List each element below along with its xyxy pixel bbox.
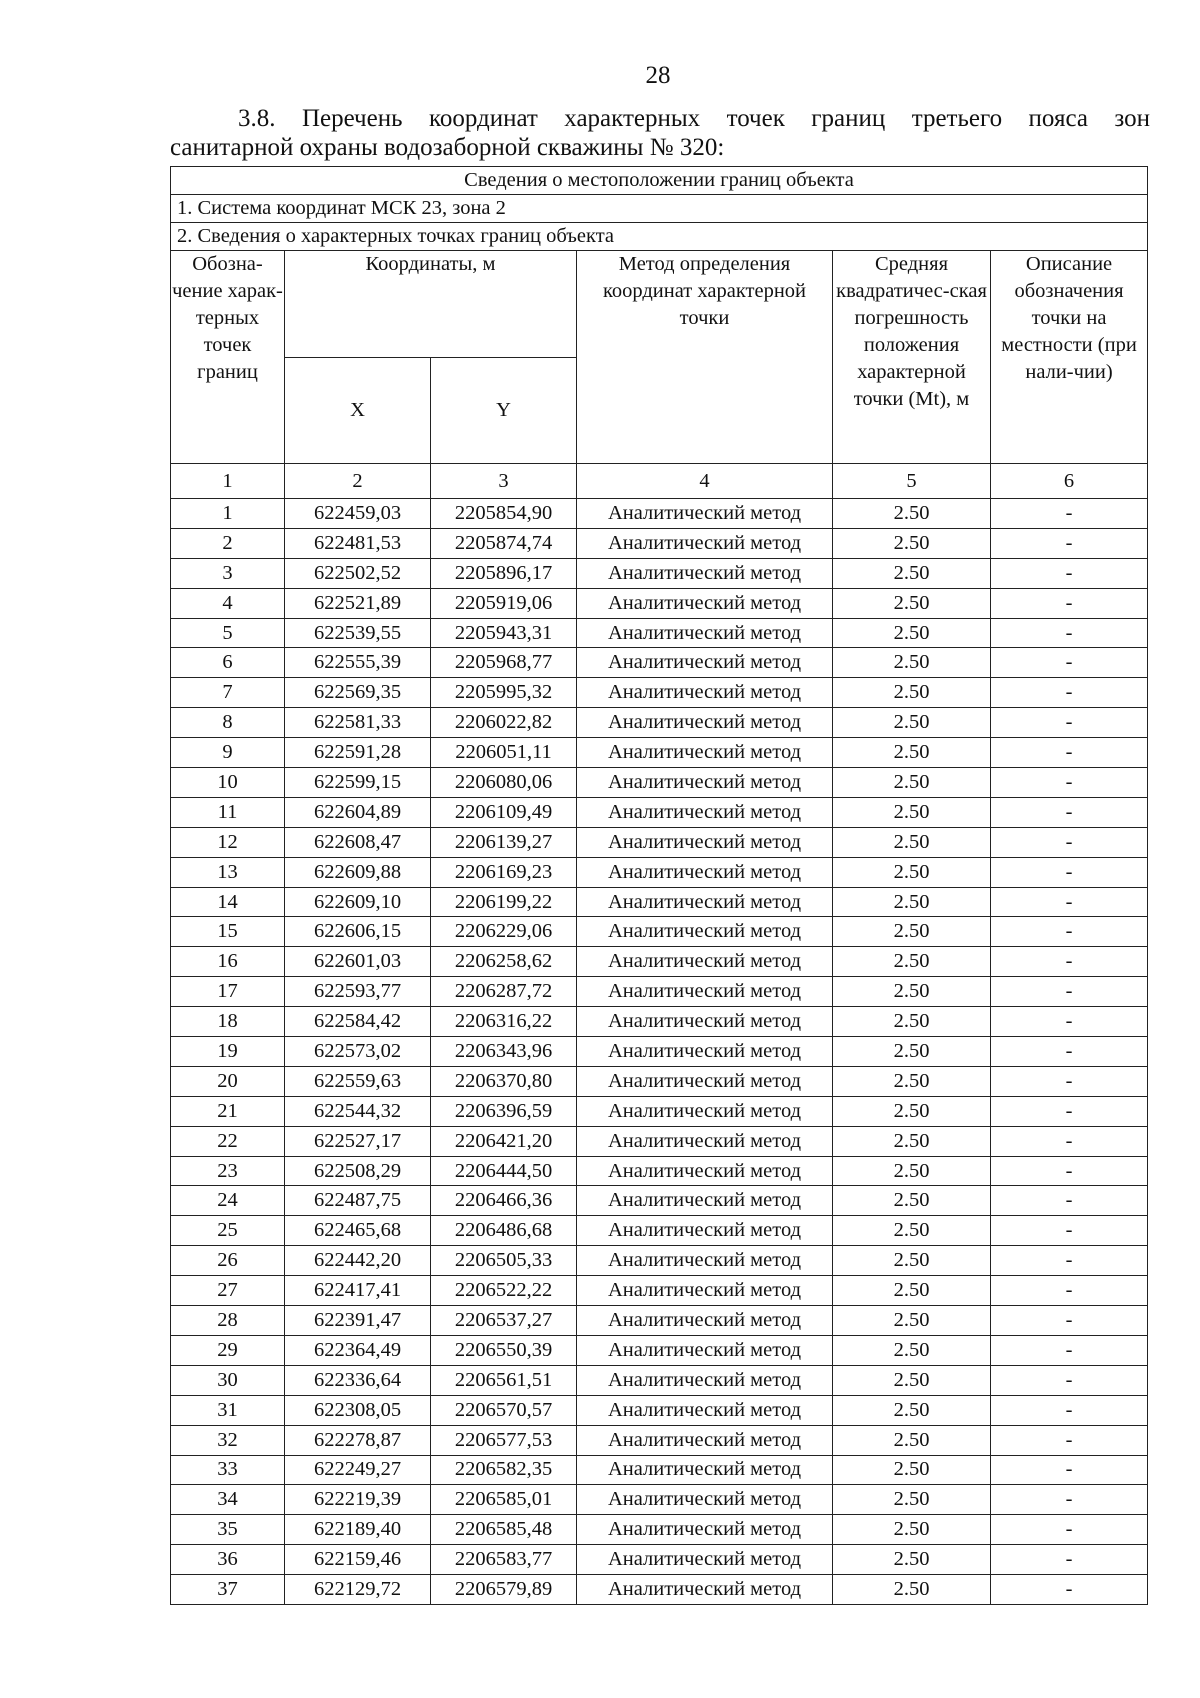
point-number: 27 <box>171 1276 285 1306</box>
mean-error: 2.50 <box>833 1365 991 1395</box>
coord-x: 622417,41 <box>285 1276 431 1306</box>
coord-x: 622442,20 <box>285 1246 431 1276</box>
header-row <box>171 251 1148 358</box>
coord-y: 2206051,11 <box>431 738 577 768</box>
coord-x: 622364,49 <box>285 1335 431 1365</box>
point-number: 30 <box>171 1365 285 1395</box>
table-row <box>171 618 1148 648</box>
coord-y: 2206022,82 <box>431 708 577 738</box>
point-description: - <box>991 1365 1148 1395</box>
method: Аналитический метод <box>577 1156 833 1186</box>
point-number: 23 <box>171 1156 285 1186</box>
point-number: 7 <box>171 678 285 708</box>
column-number: 5 <box>833 464 991 499</box>
point-number: 20 <box>171 1066 285 1096</box>
table-row <box>171 1365 1148 1395</box>
coord-y: 2205919,06 <box>431 588 577 618</box>
point-number: 6 <box>171 648 285 678</box>
coord-y: 2205968,77 <box>431 648 577 678</box>
point-description: - <box>991 1276 1148 1306</box>
method: Аналитический метод <box>577 1545 833 1575</box>
mean-error: 2.50 <box>833 1037 991 1067</box>
coord-x: 622581,33 <box>285 708 431 738</box>
table-row <box>171 917 1148 947</box>
point-number: 2 <box>171 528 285 558</box>
point-description: - <box>991 1306 1148 1336</box>
point-description: - <box>991 768 1148 798</box>
table-row <box>171 1216 1148 1246</box>
table-row <box>171 1515 1148 1545</box>
mean-error: 2.50 <box>833 1335 991 1365</box>
point-number: 10 <box>171 768 285 798</box>
mean-error: 2.50 <box>833 1096 991 1126</box>
coord-y: 2206522,22 <box>431 1276 577 1306</box>
table-row <box>171 1425 1148 1455</box>
mean-error: 2.50 <box>833 1485 991 1515</box>
table-row <box>171 1306 1148 1336</box>
point-number: 5 <box>171 618 285 648</box>
method: Аналитический метод <box>577 528 833 558</box>
point-number: 17 <box>171 977 285 1007</box>
method: Аналитический метод <box>577 887 833 917</box>
table-row <box>171 1096 1148 1126</box>
table-row <box>171 1485 1148 1515</box>
mean-error: 2.50 <box>833 1395 991 1425</box>
method: Аналитический метод <box>577 708 833 738</box>
point-number: 3 <box>171 558 285 588</box>
coordinate-system-row <box>171 195 1148 223</box>
coord-x: 622308,05 <box>285 1395 431 1425</box>
mean-error: 2.50 <box>833 1126 991 1156</box>
point-description: - <box>991 1037 1148 1067</box>
point-description: - <box>991 1575 1148 1605</box>
header-method: Метод определения координат характерной точки <box>577 251 833 464</box>
mean-error: 2.50 <box>833 588 991 618</box>
point-number: 22 <box>171 1126 285 1156</box>
coord-x: 622481,53 <box>285 528 431 558</box>
method: Аналитический метод <box>577 1216 833 1246</box>
method: Аналитический метод <box>577 797 833 827</box>
table-row <box>171 648 1148 678</box>
point-description: - <box>991 1186 1148 1216</box>
point-description: - <box>991 618 1148 648</box>
coord-y: 2205995,32 <box>431 678 577 708</box>
table-row <box>171 1335 1148 1365</box>
header-y: Y <box>431 357 577 464</box>
coord-y: 2206585,48 <box>431 1515 577 1545</box>
point-description: - <box>991 738 1148 768</box>
point-description: - <box>991 708 1148 738</box>
method: Аналитический метод <box>577 857 833 887</box>
mean-error: 2.50 <box>833 917 991 947</box>
point-description: - <box>991 1096 1148 1126</box>
table-row <box>171 947 1148 977</box>
coord-x: 622502,52 <box>285 558 431 588</box>
table-row <box>171 768 1148 798</box>
method: Аналитический метод <box>577 499 833 529</box>
point-description: - <box>991 1156 1148 1186</box>
mean-error: 2.50 <box>833 528 991 558</box>
mean-error: 2.50 <box>833 1186 991 1216</box>
coord-x: 622129,72 <box>285 1575 431 1605</box>
point-number: 24 <box>171 1186 285 1216</box>
coord-x: 622508,29 <box>285 1156 431 1186</box>
point-number: 29 <box>171 1335 285 1365</box>
point-description: - <box>991 648 1148 678</box>
coord-x: 622336,64 <box>285 1365 431 1395</box>
coord-y: 2206080,06 <box>431 768 577 798</box>
coord-x: 622606,15 <box>285 917 431 947</box>
point-description: - <box>991 1335 1148 1365</box>
point-number: 18 <box>171 1007 285 1037</box>
coord-x: 622591,28 <box>285 738 431 768</box>
coord-y: 2205896,17 <box>431 558 577 588</box>
table-row <box>171 1455 1148 1485</box>
table-row <box>171 1037 1148 1067</box>
method: Аналитический метод <box>577 827 833 857</box>
method: Аналитический метод <box>577 1365 833 1395</box>
coord-y: 2206466,36 <box>431 1186 577 1216</box>
table-row <box>171 857 1148 887</box>
table-row <box>171 1007 1148 1037</box>
mean-error: 2.50 <box>833 558 991 588</box>
table-row <box>171 827 1148 857</box>
table-title: Сведения о местоположении границ объекта <box>171 167 1148 195</box>
points-info-row <box>171 223 1148 251</box>
column-number: 6 <box>991 464 1148 499</box>
coord-x: 622159,46 <box>285 1545 431 1575</box>
mean-error: 2.50 <box>833 1545 991 1575</box>
coord-y: 2206583,77 <box>431 1545 577 1575</box>
coord-y: 2206229,06 <box>431 917 577 947</box>
coord-y: 2206505,33 <box>431 1246 577 1276</box>
coord-y: 2206258,62 <box>431 947 577 977</box>
coord-x: 622219,39 <box>285 1485 431 1515</box>
table-row <box>171 1246 1148 1276</box>
table-row <box>171 1126 1148 1156</box>
point-number: 26 <box>171 1246 285 1276</box>
coord-y: 2206199,22 <box>431 887 577 917</box>
point-number: 37 <box>171 1575 285 1605</box>
mean-error: 2.50 <box>833 1007 991 1037</box>
coord-x: 622584,42 <box>285 1007 431 1037</box>
mean-error: 2.50 <box>833 1216 991 1246</box>
method: Аналитический метод <box>577 1306 833 1336</box>
table-row <box>171 528 1148 558</box>
method: Аналитический метод <box>577 1455 833 1485</box>
coord-x: 622278,87 <box>285 1425 431 1455</box>
point-number: 4 <box>171 588 285 618</box>
method: Аналитический метод <box>577 1007 833 1037</box>
method: Аналитический метод <box>577 947 833 977</box>
table-row <box>171 678 1148 708</box>
point-number: 13 <box>171 857 285 887</box>
method: Аналитический метод <box>577 1575 833 1605</box>
coord-y: 2206139,27 <box>431 827 577 857</box>
mean-error: 2.50 <box>833 1455 991 1485</box>
coord-y: 2206287,72 <box>431 977 577 1007</box>
coordinates-table <box>170 166 1148 1605</box>
method: Аналитический метод <box>577 977 833 1007</box>
column-number-row <box>171 464 1148 499</box>
method: Аналитический метод <box>577 1425 833 1455</box>
header-description: Описание обозначения точки на местности (при нали-чии) <box>991 251 1148 464</box>
method: Аналитический метод <box>577 588 833 618</box>
point-description: - <box>991 917 1148 947</box>
mean-error: 2.50 <box>833 1156 991 1186</box>
mean-error: 2.50 <box>833 1515 991 1545</box>
table-row <box>171 797 1148 827</box>
mean-error: 2.50 <box>833 768 991 798</box>
mean-error: 2.50 <box>833 1276 991 1306</box>
coord-x: 622487,75 <box>285 1186 431 1216</box>
coord-y: 2206109,49 <box>431 797 577 827</box>
coord-y: 2205943,31 <box>431 618 577 648</box>
header-coordinates: Координаты, м <box>285 251 577 358</box>
coord-x: 622601,03 <box>285 947 431 977</box>
mean-error: 2.50 <box>833 738 991 768</box>
coord-y: 2206570,57 <box>431 1395 577 1425</box>
column-number: 1 <box>171 464 285 499</box>
point-description: - <box>991 558 1148 588</box>
point-description: - <box>991 1066 1148 1096</box>
method: Аналитический метод <box>577 1066 833 1096</box>
method: Аналитический метод <box>577 1246 833 1276</box>
coord-x: 622559,63 <box>285 1066 431 1096</box>
coord-x: 622604,89 <box>285 797 431 827</box>
section-heading <box>170 104 1150 162</box>
point-description: - <box>991 947 1148 977</box>
coord-x: 622609,10 <box>285 887 431 917</box>
method: Аналитический метод <box>577 917 833 947</box>
mean-error: 2.50 <box>833 887 991 917</box>
coord-x: 622608,47 <box>285 827 431 857</box>
table-row <box>171 1186 1148 1216</box>
point-description: - <box>991 1216 1148 1246</box>
table-row <box>171 708 1148 738</box>
mean-error: 2.50 <box>833 708 991 738</box>
mean-error: 2.50 <box>833 678 991 708</box>
mean-error: 2.50 <box>833 499 991 529</box>
table-row <box>171 1395 1148 1425</box>
point-description: - <box>991 1395 1148 1425</box>
coordinate-system: 1. Система координат МСК 23, зона 2 <box>171 195 1148 223</box>
point-number: 14 <box>171 887 285 917</box>
header-x: X <box>285 357 431 464</box>
point-number: 32 <box>171 1425 285 1455</box>
point-number: 15 <box>171 917 285 947</box>
table-row <box>171 588 1148 618</box>
point-number: 35 <box>171 1515 285 1545</box>
point-number: 16 <box>171 947 285 977</box>
point-number: 9 <box>171 738 285 768</box>
coord-x: 622555,39 <box>285 648 431 678</box>
coord-y: 2206421,20 <box>431 1126 577 1156</box>
column-number: 3 <box>431 464 577 499</box>
point-number: 31 <box>171 1395 285 1425</box>
point-number: 12 <box>171 827 285 857</box>
point-description: - <box>991 1246 1148 1276</box>
method: Аналитический метод <box>577 1037 833 1067</box>
mean-error: 2.50 <box>833 947 991 977</box>
table-row <box>171 887 1148 917</box>
method: Аналитический метод <box>577 618 833 648</box>
method: Аналитический метод <box>577 1395 833 1425</box>
method: Аналитический метод <box>577 678 833 708</box>
point-description: - <box>991 1007 1148 1037</box>
coord-x: 622521,89 <box>285 588 431 618</box>
point-description: - <box>991 1425 1148 1455</box>
mean-error: 2.50 <box>833 1306 991 1336</box>
coord-x: 622465,68 <box>285 1216 431 1246</box>
coord-y: 2206169,23 <box>431 857 577 887</box>
point-description: - <box>991 827 1148 857</box>
coord-y: 2206343,96 <box>431 1037 577 1067</box>
mean-error: 2.50 <box>833 977 991 1007</box>
point-description: - <box>991 977 1148 1007</box>
coord-x: 622539,55 <box>285 618 431 648</box>
page-number: 28 <box>645 62 671 89</box>
coord-y: 2206582,35 <box>431 1455 577 1485</box>
point-number: 1 <box>171 499 285 529</box>
points-info: 2. Сведения о характерных точках границ объекта <box>171 223 1148 251</box>
coord-y: 2206486,68 <box>431 1216 577 1246</box>
coord-x: 622459,03 <box>285 499 431 529</box>
table-title-row <box>171 167 1148 195</box>
mean-error: 2.50 <box>833 1246 991 1276</box>
method: Аналитический метод <box>577 1276 833 1306</box>
coord-y: 2206396,59 <box>431 1096 577 1126</box>
point-number: 19 <box>171 1037 285 1067</box>
coord-x: 622391,47 <box>285 1306 431 1336</box>
coord-y: 2206550,39 <box>431 1335 577 1365</box>
coord-y: 2206370,80 <box>431 1066 577 1096</box>
mean-error: 2.50 <box>833 1425 991 1455</box>
coord-y: 2206585,01 <box>431 1485 577 1515</box>
point-description: - <box>991 887 1148 917</box>
mean-error: 2.50 <box>833 857 991 887</box>
method: Аналитический метод <box>577 1335 833 1365</box>
method: Аналитический метод <box>577 738 833 768</box>
coord-x: 622189,40 <box>285 1515 431 1545</box>
coord-y: 2206537,27 <box>431 1306 577 1336</box>
point-description: - <box>991 1515 1148 1545</box>
point-description: - <box>991 499 1148 529</box>
point-number: 11 <box>171 797 285 827</box>
point-number: 28 <box>171 1306 285 1336</box>
method: Аналитический метод <box>577 1515 833 1545</box>
table-row <box>171 1066 1148 1096</box>
coord-x: 622593,77 <box>285 977 431 1007</box>
mean-error: 2.50 <box>833 797 991 827</box>
table-row <box>171 558 1148 588</box>
table-row <box>171 499 1148 529</box>
table-row <box>171 738 1148 768</box>
table-row <box>171 1276 1148 1306</box>
method: Аналитический метод <box>577 768 833 798</box>
coord-y: 2205854,90 <box>431 499 577 529</box>
column-number: 2 <box>285 464 431 499</box>
point-number: 33 <box>171 1455 285 1485</box>
method: Аналитический метод <box>577 648 833 678</box>
header-designation: Обозна-чение харак-терных точек границ <box>171 251 285 464</box>
point-number: 25 <box>171 1216 285 1246</box>
table-row <box>171 1575 1148 1605</box>
heading-line-1: 3.8. Перечень координат характерных точек границ третьего пояса зон <box>238 105 1150 132</box>
mean-error: 2.50 <box>833 827 991 857</box>
point-number: 34 <box>171 1485 285 1515</box>
coord-x: 622544,32 <box>285 1096 431 1126</box>
point-number: 36 <box>171 1545 285 1575</box>
point-description: - <box>991 1545 1148 1575</box>
heading-line-2: санитарной охраны водозаборной скважины № 320: <box>170 134 725 161</box>
point-description: - <box>991 1126 1148 1156</box>
method: Аналитический метод <box>577 1096 833 1126</box>
coord-x: 622249,27 <box>285 1455 431 1485</box>
mean-error: 2.50 <box>833 648 991 678</box>
point-number: 8 <box>171 708 285 738</box>
method: Аналитический метод <box>577 558 833 588</box>
coord-x: 622569,35 <box>285 678 431 708</box>
coord-y: 2206561,51 <box>431 1365 577 1395</box>
point-description: - <box>991 857 1148 887</box>
table-row <box>171 1545 1148 1575</box>
coord-y: 2206577,53 <box>431 1425 577 1455</box>
point-description: - <box>991 797 1148 827</box>
point-description: - <box>991 1455 1148 1485</box>
method: Аналитический метод <box>577 1186 833 1216</box>
point-description: - <box>991 588 1148 618</box>
coord-x: 622599,15 <box>285 768 431 798</box>
coord-y: 2205874,74 <box>431 528 577 558</box>
point-description: - <box>991 528 1148 558</box>
header-error: Средняя квадратичес-ская погрешность положения характерной точки (Mt), м <box>833 251 991 464</box>
method: Аналитический метод <box>577 1126 833 1156</box>
coord-x: 622609,88 <box>285 857 431 887</box>
mean-error: 2.50 <box>833 1575 991 1605</box>
coord-x: 622527,17 <box>285 1126 431 1156</box>
table-row <box>171 1156 1148 1186</box>
point-description: - <box>991 678 1148 708</box>
mean-error: 2.50 <box>833 618 991 648</box>
column-number: 4 <box>577 464 833 499</box>
method: Аналитический метод <box>577 1485 833 1515</box>
point-number: 21 <box>171 1096 285 1126</box>
coord-y: 2206579,89 <box>431 1575 577 1605</box>
table-row <box>171 977 1148 1007</box>
mean-error: 2.50 <box>833 1066 991 1096</box>
coord-y: 2206316,22 <box>431 1007 577 1037</box>
coord-x: 622573,02 <box>285 1037 431 1067</box>
point-description: - <box>991 1485 1148 1515</box>
coord-y: 2206444,50 <box>431 1156 577 1186</box>
